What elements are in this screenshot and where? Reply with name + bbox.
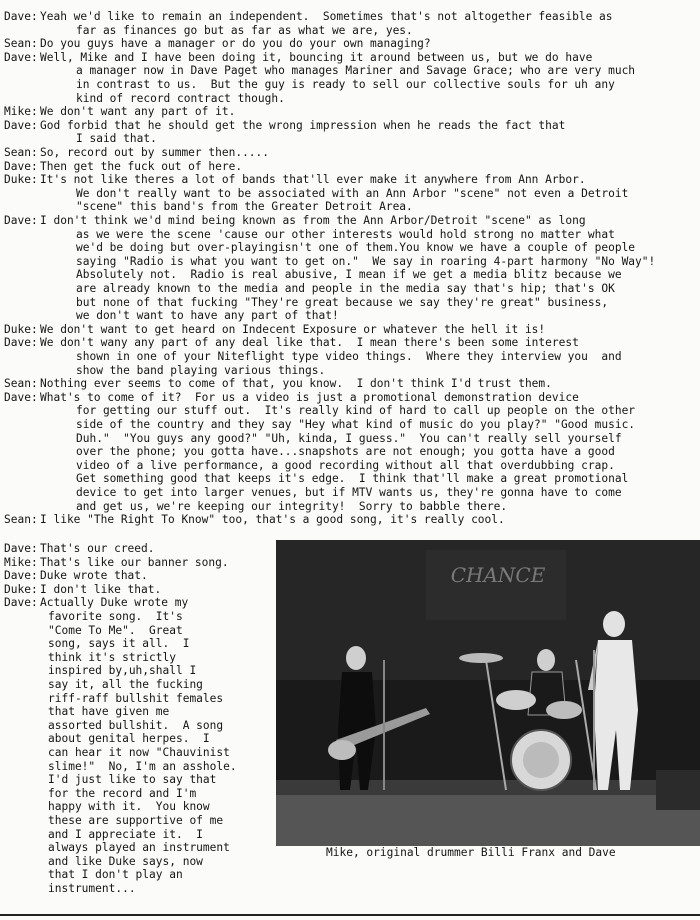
speech-text: a manager now in Dave Paget who manages Mariner and Savage Grace; who are very much [76, 64, 636, 78]
speech-text: That's our creed. [40, 542, 155, 555]
speech-text: for getting our stuff out. It's really kind of hard to call up people on the other [76, 404, 636, 418]
transcript-line [0, 24, 700, 38]
speech-text: That's like our banner song. [40, 555, 229, 569]
speech-text: So, record out by summer then..... [40, 146, 270, 159]
speech-text: say it, all the fucking [48, 678, 203, 691]
speech-text: Actually Duke wrote my [40, 596, 189, 610]
transcript-line [0, 486, 700, 500]
speech-text: I like "The Right To Know" too, that's a good song, it's really cool. [40, 513, 505, 527]
speech-text: about genital herpes. I [48, 732, 210, 746]
speech-text: over the phone; you gotta have...snapshots are not enough; you gotta have a good [76, 445, 615, 459]
speech-text: these are supportive of me [48, 814, 224, 827]
transcript-line [0, 146, 700, 160]
speech-text: I don't think we'd mind being known as from the Ann Arbor/Detroit "scene" as long [40, 214, 586, 227]
transcript-line [0, 241, 700, 255]
speech-text: saying "Radio is what you want to get on." We say in roaring 4-part harmony "No Way"! [76, 254, 656, 268]
speaker-label: Duke: [4, 582, 38, 596]
speech-text: I'd just like to say that [48, 773, 217, 787]
transcript-line [0, 472, 700, 486]
transcript-line [0, 364, 700, 378]
speech-text: song, says it all. I [48, 637, 190, 651]
speech-text: Then get the fuck out of here. [40, 159, 243, 173]
band-photo-art [276, 540, 700, 846]
speaker-label: Dave: [4, 214, 38, 227]
transcript-line [0, 105, 700, 119]
transcript-line [0, 228, 700, 242]
speech-text: in contrast to us. But the guy is ready to sell our collective souls for uh any [76, 78, 615, 91]
transcript-line [0, 323, 700, 337]
speaker-label: Sean: [4, 37, 38, 51]
speech-text: but none of that fucking "They're great because we say they're great" business, [76, 295, 609, 309]
speaker-label: Dave: [4, 542, 38, 555]
speech-text: It's not like theres a lot of bands that'll ever make it anywhere from Ann Arbor. [40, 173, 586, 187]
speech-text: Duke wrote that. [40, 569, 148, 583]
band-photo [276, 540, 700, 846]
speaker-label: Dave: [4, 159, 38, 173]
speaker-label: Dave: [4, 336, 38, 350]
transcript-line [0, 350, 700, 364]
speaker-label: Duke: [4, 322, 38, 336]
transcript-line [0, 119, 700, 133]
speech-text: as we were the scene 'cause our other interests would hold strong no matter what [76, 227, 615, 241]
speaker-label: Sean: [4, 513, 38, 527]
transcript-line [0, 51, 700, 65]
speech-text: We don't want any part of it. [40, 105, 236, 119]
speaker-label: Mike: [4, 555, 38, 569]
transcript-line [0, 78, 700, 92]
speech-text: instrument... [48, 882, 136, 895]
band-banner: CHANCE [450, 563, 546, 587]
transcript-line [0, 160, 700, 174]
speech-text: are already known to the media and people in the media say that's hip; that's OK [76, 282, 615, 295]
speech-text: Duh." "You guys any good?" "Uh, kinda, I guess." You can't really sell yourself [76, 431, 622, 445]
speaker-label: Mike: [4, 105, 38, 119]
speech-text: I don't like that. [40, 582, 162, 596]
photo-caption: Mike, original drummer Billi Franx and Dave [326, 846, 616, 859]
speech-text: We don't really want to be associated with an Ann Arbor "scene" not even a Detroit [76, 186, 629, 200]
speech-text: side of the country and they say "Hey what kind of music do you play?" "Good music. [76, 418, 636, 431]
transcript-line [0, 882, 700, 896]
transcript-line [0, 296, 700, 310]
speech-text: that have given me [48, 705, 170, 719]
speaker-label: Dave: [4, 390, 38, 404]
speech-text: device to get into larger venues, but if MTV wants us, they're gonna have to come [76, 486, 622, 499]
transcript-line [0, 432, 700, 446]
transcript-line [0, 214, 700, 228]
speech-text: and I appreciate it. I [48, 827, 203, 841]
transcript-line [0, 173, 700, 187]
speech-text: and like Duke says, now [48, 854, 203, 868]
speech-text: that I don't play an [48, 868, 183, 882]
transcript-line [0, 391, 700, 405]
speech-text: Do you guys have a manager or do you do your own managing? [40, 37, 431, 51]
transcript-line [0, 37, 700, 51]
transcript-line [0, 445, 700, 459]
speaker-label: Dave: [4, 596, 38, 610]
speech-text: we don't want to have any part of that! [76, 309, 339, 323]
speaker-label: Dave: [4, 118, 38, 132]
speaker-label: Dave: [4, 569, 38, 583]
speech-text: shown in one of your Niteflight type video things. Where they interview you and [76, 350, 622, 363]
speech-text: What's to come of it? For us a video is just a promotional demonstration device [40, 390, 579, 404]
speech-text: inspired by,uh,shall I [48, 664, 197, 678]
transcript-line [0, 200, 700, 214]
transcript-line [0, 268, 700, 282]
speech-text: show the band playing various things. [76, 363, 326, 377]
speaker-label: Sean: [4, 377, 38, 391]
speech-text: and get us, we're keeping our integrity! Sorry to babble there. [76, 499, 508, 513]
speech-text: "scene" this band's from the Greater Detroit Area. [76, 200, 413, 214]
transcript-line [0, 92, 700, 106]
transcript-line [0, 404, 700, 418]
transcript-line [0, 64, 700, 78]
transcript-line [0, 418, 700, 432]
speech-text: God forbid that he should get the wrong impression when he reads the fact that [40, 118, 566, 132]
transcript-line [0, 459, 700, 473]
speech-text: slime!" No, I'm an asshole. [48, 759, 237, 773]
transcript-line [0, 513, 700, 527]
transcript-line [0, 500, 700, 514]
speech-text: favorite song. It's [48, 610, 183, 623]
transcript-line [0, 377, 700, 391]
speech-text: We don't want to get heard on Indecent Exposure or whatever the hell it is! [40, 322, 546, 336]
transcript-line [0, 132, 700, 146]
speech-text: we'd be doing but over-playingisn't one of them.You know we have a couple of people [76, 241, 636, 255]
transcript-line [0, 336, 700, 350]
speech-text: I said that. [76, 132, 157, 146]
speech-text: We don't wany any part of any deal like that. I mean there's been some interest [40, 336, 579, 350]
speech-text: for the record and I'm [48, 786, 197, 800]
speech-text: Well, Mike and I have been doing it, bouncing it around between us, but we do have [40, 50, 593, 64]
transcript-line [0, 187, 700, 201]
transcript-line [0, 255, 700, 269]
transcript-line [0, 868, 700, 882]
speech-text: far as finances go but as far as what we are, yes. [76, 23, 413, 37]
transcript-line [0, 10, 700, 24]
speaker-label: Sean: [4, 146, 38, 159]
speaker-label: Duke: [4, 173, 38, 187]
speech-text: Get something good that keeps it's edge. I think that'll make a great promotional [76, 472, 629, 486]
speech-text: can hear it now "Chauvinist [48, 746, 230, 759]
speech-text: video of a live performance, a good recording without all that overdubbing crap. [76, 458, 615, 472]
speech-text: assorted bullshit. A song [48, 718, 224, 732]
speech-text: "Come To Me". Great [48, 623, 183, 637]
transcript-line [0, 309, 700, 323]
speech-text: Absolutely not. Radio is real abusive, I mean if we get a media blitz because we [76, 268, 622, 282]
speech-text: kind of record contract though. [76, 91, 285, 105]
speech-text: think it's strictly [48, 650, 176, 664]
speaker-label: Dave: [4, 50, 38, 64]
speech-text: riff-raff bullshit females [48, 691, 224, 705]
speech-text: happy with it. You know [48, 800, 210, 814]
speaker-label: Dave: [4, 10, 38, 23]
page-bottom-rule [0, 914, 700, 916]
speech-text: Yeah we'd like to remain an independent. Sometimes that's not altogether feasible as [40, 10, 613, 23]
transcript-line [0, 282, 700, 296]
speech-text: always played an instrument [48, 841, 230, 855]
speech-text: Nothing ever seems to come of that, you know. I don't think I'd trust them. [40, 377, 552, 391]
